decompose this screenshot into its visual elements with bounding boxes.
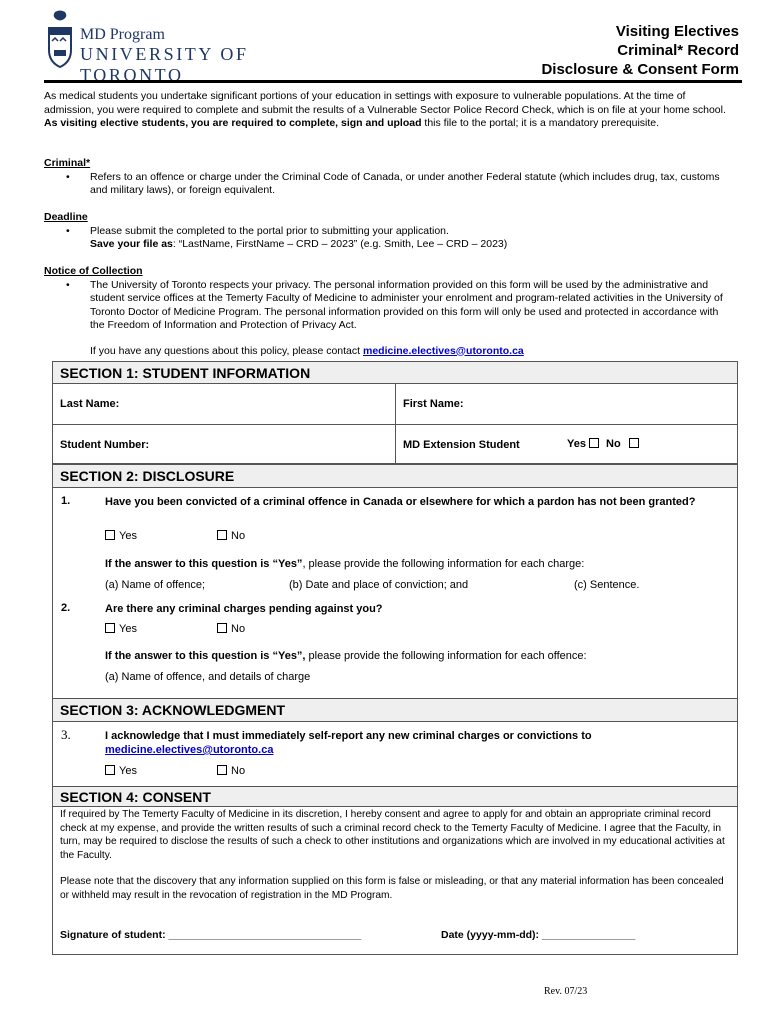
md-extension-no-checkbox[interactable] <box>629 438 639 448</box>
q3-no-checkbox[interactable] <box>217 765 227 775</box>
section-4-header: SECTION 4: CONSENT <box>53 786 737 807</box>
q2-yes-option[interactable] <box>102 623 137 635</box>
criminal-definition <box>44 157 734 198</box>
student-number-row <box>53 425 737 464</box>
date-field[interactable]: Date (yyyy-mm-dd): ________________ <box>441 929 636 941</box>
title-line-3: Disclosure & Consent Form <box>541 61 739 78</box>
form-table <box>52 361 738 955</box>
bullet-icon: • <box>66 170 70 183</box>
md-extension-options <box>567 438 643 450</box>
md-extension-yes-checkbox[interactable] <box>589 438 599 448</box>
q3-statement: I acknowledge that I must immediately self-report any new criminal charges or convictions to <box>105 730 592 742</box>
q3-email-link[interactable]: medicine.electives@utoronto.ca <box>105 744 274 756</box>
intro-bold-text: As visiting elective students, you are required to complete, sign and upload <box>44 117 422 129</box>
criminal-bullet <box>44 171 734 198</box>
question-1-text: Have you been convicted of a criminal offence in Canada or elsewhere for which a pardon has not been granted? <box>105 496 696 508</box>
form-title <box>541 22 739 79</box>
q1-no-option[interactable] <box>214 530 245 542</box>
criminal-heading: Criminal* <box>44 157 91 169</box>
cell-divider <box>395 425 396 463</box>
section-1-header: SECTION 1: STUDENT INFORMATION <box>53 361 737 384</box>
question-1-number: 1. <box>61 495 71 507</box>
question-2-number: 2. <box>61 602 71 614</box>
q3-no-option[interactable] <box>214 765 245 777</box>
contact-line <box>44 345 734 359</box>
header-divider <box>44 80 742 83</box>
cell-divider <box>395 384 396 424</box>
bullet-icon: • <box>66 278 70 291</box>
consent-paragraph-2: Please note that the discovery that any information supplied on this form is false or misleading, or that any material information has been concealed or withheld may result in the revocation of registration in the MD Program. <box>60 876 724 901</box>
save-file-value: : “LastName, FirstName – CRD – 2023” (e.g. Smith, Lee – CRD – 2023) <box>172 238 508 250</box>
q2-follow-bold: If the answer to this question is “Yes”, <box>105 650 306 662</box>
intro-text-end: this file to the portal; it is a mandatory prerequisite. <box>424 117 660 129</box>
q1-item-c: (c) Sentence. <box>574 579 640 591</box>
q1-yes-checkbox[interactable] <box>105 530 115 540</box>
intro-paragraph <box>44 90 734 131</box>
name-row <box>53 384 737 425</box>
q3-yes-option[interactable] <box>102 765 137 777</box>
q1-item-a: (a) Name of offence; <box>105 579 206 591</box>
first-name-label: First Name: <box>403 398 464 410</box>
q2-follow-rest: please provide the following information for each offence: <box>305 650 587 662</box>
q3-no-label: No <box>231 765 246 777</box>
deadline-bullet <box>44 225 734 252</box>
question-3-text <box>105 729 730 757</box>
intro-text: As medical students you undertake significant portions of your education in settings with exposure to vulnerable populations. At the time of admission, you were required to complete and submit the results of a Vulnerable Sector Police Record Check, which is on file at your home school. <box>44 90 726 116</box>
deadline-section <box>44 211 734 252</box>
question-2-text: Are there any criminal charges pending against you? <box>105 603 383 615</box>
notice-heading: Notice of Collection <box>44 265 143 277</box>
logo-md-program: MD Program <box>80 26 165 43</box>
section-2-header: SECTION 2: DISCLOSURE <box>53 464 737 488</box>
revision-label: Rev. 07/23 <box>544 986 588 997</box>
deadline-heading: Deadline <box>44 211 88 223</box>
title-line-1: Visiting Electives <box>615 23 739 40</box>
contact-text: If you have any questions about this policy, please contact <box>90 344 361 357</box>
q3-yes-label: Yes <box>119 765 137 777</box>
q2-yes-label: Yes <box>119 623 137 635</box>
notice-section <box>44 265 734 358</box>
q1-follow-up <box>105 558 584 570</box>
consent-paragraph-1: If required by The Temerty Faculty of Medicine in its discretion, I hereby consent and agree to apply for and obtain an appropriate criminal record check at my expense, and provide the written results of such a criminal record check to the Temerty Faculty of Medicine. I agree that the Faculty, in turn, may be required to disclose the results of such a check to other institutions and organizations which are involved in my educational activities at the Faculty. <box>60 809 725 861</box>
q1-follow-rest: , please provide the following information for each charge: <box>302 558 585 570</box>
q2-item-a: (a) Name of offence, and details of charge <box>105 671 311 683</box>
md-extension-label: MD Extension Student <box>403 439 520 451</box>
last-name-label: Last Name: <box>60 398 120 410</box>
criminal-bullet-text: Refers to an offence or charge under the Criminal Code of Canada, or under another Federal statute (which includes drug, tax, customs and military laws), or foreign equivalent. <box>90 170 720 196</box>
md-extension-no-label: No <box>606 438 621 450</box>
q1-item-b: (b) Date and place of conviction; and <box>289 579 469 591</box>
q1-yes-label: Yes <box>119 530 137 542</box>
bullet-icon: • <box>66 224 70 237</box>
md-extension-yes-label: Yes <box>567 438 586 450</box>
title-line-2: Criminal* Record <box>617 42 739 59</box>
q2-follow-up <box>105 650 587 662</box>
q2-no-checkbox[interactable] <box>217 623 227 633</box>
q1-no-label: No <box>231 530 246 542</box>
notice-text: The University of Toronto respects your privacy. The personal information provided on this form will be used by the administrative and student service offices at the Temerty Faculty of Medicine to administer your enrolment and program-related activities in the University of Toronto Doctor of Medicine Program. The personal information provided on this form will only be used and protected in accordance with the Freedom of Information and Protection of Privacy Act. <box>90 278 723 331</box>
logo-university-name: UNIVERSITY OF TORONTO <box>80 44 249 85</box>
notice-bullet <box>44 279 734 333</box>
contact-email-link[interactable]: medicine.electives@utoronto.ca <box>362 344 524 357</box>
q1-follow-bold: If the answer to this question is “Yes” <box>105 558 303 570</box>
student-number-label: Student Number: <box>60 439 150 451</box>
q2-yes-checkbox[interactable] <box>105 623 115 633</box>
save-file-label: Save your file as <box>90 238 173 250</box>
signature-field[interactable]: Signature of student: _________________________________ <box>60 929 362 941</box>
q3-yes-checkbox[interactable] <box>105 765 115 775</box>
q1-yes-option[interactable] <box>102 530 137 542</box>
university-crest-icon <box>44 10 76 68</box>
q1-no-checkbox[interactable] <box>217 530 227 540</box>
deadline-text: Please submit the completed to the portal prior to submitting your application. <box>90 224 449 237</box>
uoft-md-logo <box>44 10 344 85</box>
question-3-number: 3. <box>61 727 71 742</box>
q2-no-label: No <box>231 623 246 635</box>
q2-no-option[interactable] <box>214 623 245 635</box>
section-3-header: SECTION 3: ACKNOWLEDGMENT <box>53 698 737 722</box>
